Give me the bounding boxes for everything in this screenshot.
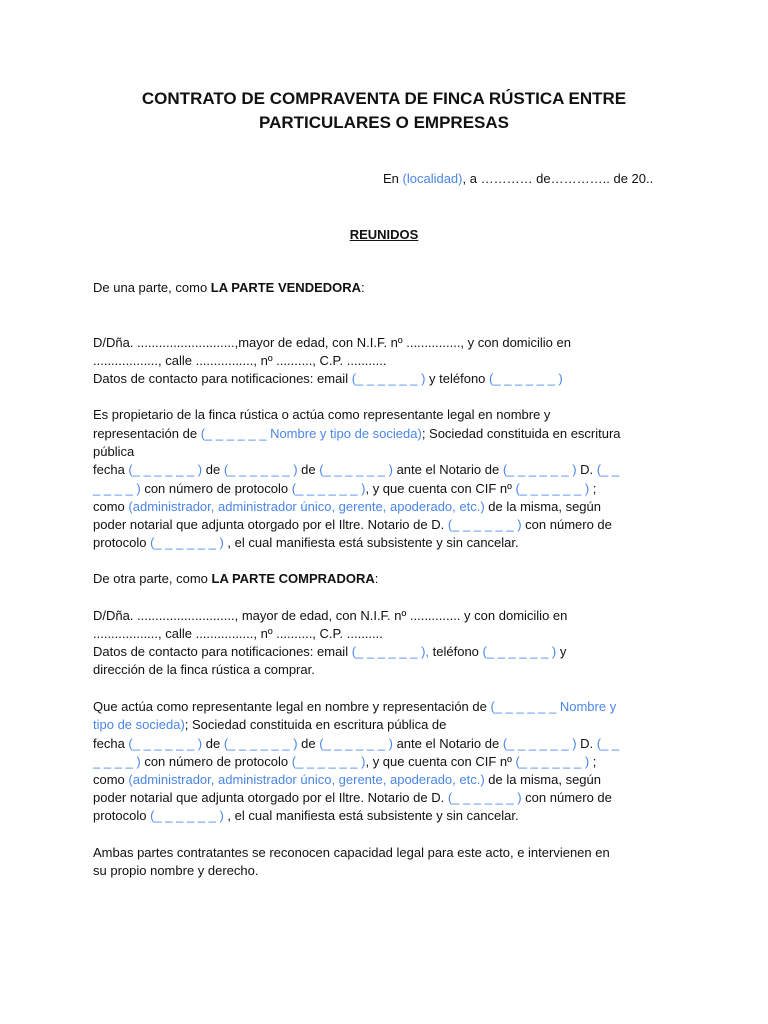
placeholder: (_ _ _ _ _ _ ) — [502, 736, 577, 751]
compradora-contact-label: Datos de contacto para notificaciones: email — [93, 644, 352, 659]
compradora-para-line-4 — [93, 753, 596, 771]
placeholder: (_ _ _ _ _ _ ) — [515, 754, 590, 769]
vendedora-label: LA PARTE VENDEDORA — [210, 280, 362, 295]
compradora-line-2: .................., calle ................, nº .........., C.P. .......... — [93, 626, 383, 641]
placeholder: (_ _ _ _ _ _ ) — [447, 790, 522, 805]
placeholder: (_ _ — [596, 736, 620, 751]
vendedora-para-line-6 — [93, 498, 601, 516]
text-span: ante el Notario de — [392, 736, 503, 751]
dateline-rest: , a ………… de………….. de 20.. — [462, 171, 654, 186]
vendedora-para-line-3: pública — [93, 444, 135, 459]
closing-line-2: su propio nombre y derecho. — [93, 863, 259, 878]
text-span: y — [556, 644, 567, 659]
vendedora-para-line-2 — [93, 425, 621, 443]
document-title — [0, 87, 768, 135]
company-name-placeholder-cont: tipo de socieda) — [93, 717, 185, 732]
text-span: con número de — [521, 790, 612, 805]
vendedora-phone-placeholder: (_ _ _ _ _ _ ) — [489, 371, 563, 386]
placeholder: (_ _ _ _ _ _ ) — [150, 535, 224, 550]
compradora-intro — [93, 570, 378, 588]
text-span: de la misma, según — [484, 772, 601, 787]
placeholder: (_ _ _ _ _ _ ) — [128, 736, 203, 751]
placeholder: (_ _ _ _ _ _ ) — [223, 462, 298, 477]
compradora-label: LA PARTE COMPRADORA — [211, 571, 375, 586]
text-span: ; — [589, 481, 597, 496]
text-span: con número de — [521, 517, 612, 532]
compradora-intro-colon: : — [374, 571, 379, 586]
title-line-1: CONTRATO DE COMPRAVENTA DE FINCA RÚSTICA ENTRE — [141, 89, 627, 108]
text-span: , el cual manifiesta está subsistente y sin cancelar. — [223, 535, 519, 550]
placeholder: (_ _ _ _ _ _ ) — [150, 808, 224, 823]
placeholder: (_ _ _ _ _ _ ) — [515, 481, 590, 496]
text-span: ; — [589, 754, 597, 769]
vendedora-para-line-5 — [93, 480, 596, 498]
text-span: fecha — [93, 736, 129, 751]
text-span: ante el Notario de — [392, 462, 503, 477]
placeholder: _ _ _ _ ) — [93, 754, 141, 769]
closing-line-1: Ambas partes contratantes se reconocen capacidad legal para este acto, e intervienen en — [93, 845, 610, 860]
vendedora-intro-colon: : — [361, 280, 365, 295]
text-span: poder notarial que adjunta otorgado por el Iltre. Notario de D. — [93, 790, 448, 805]
vendedora-intro-text: De una parte, como — [93, 280, 211, 295]
text-span: D. — [576, 736, 597, 751]
vendedora-line-2: .................., calle ................, nº .........., C.P. ........... — [93, 353, 387, 368]
text-span: como — [93, 499, 129, 514]
compradora-line-1: D/Dña. ..........................., mayor de edad, con N.I.F. nº .............. y con domicilio en — [93, 608, 568, 623]
text-span: ; Sociedad constituida en escritura pública de — [184, 717, 447, 732]
vendedora-contact-y: y teléfono — [425, 371, 490, 386]
compradora-para-line-3 — [93, 735, 619, 753]
vendedora-contact-label: Datos de contacto para notificaciones: email — [93, 371, 352, 386]
text-span: de — [297, 462, 320, 477]
text-span: con número de protocolo — [140, 754, 292, 769]
compradora-contact — [93, 643, 566, 661]
compradora-intro-text: De otra parte, como — [93, 571, 212, 586]
text-span: con número de protocolo — [140, 481, 292, 496]
text-span: protocolo — [93, 535, 151, 550]
text-span: representación de — [93, 426, 201, 441]
date-line — [383, 171, 653, 187]
company-name-placeholder: (_ _ _ _ _ _ Nombre y — [490, 699, 617, 714]
compradora-para-line-2 — [93, 716, 446, 734]
compradora-para-line-6 — [93, 789, 612, 807]
text-span: D. — [576, 462, 597, 477]
text-span: , y que cuenta con CIF nº — [365, 754, 516, 769]
placeholder: (_ _ _ _ _ _ ) — [291, 481, 366, 496]
vendedora-para-line-7 — [93, 516, 612, 534]
compradora-para-line-1 — [93, 698, 616, 716]
compradora-phone-placeholder: (_ _ _ _ _ _ ) — [482, 644, 557, 659]
placeholder: (_ _ _ _ _ _ ) — [447, 517, 522, 532]
vendedora-intro — [93, 279, 365, 297]
vendedora-para-line-8 — [93, 534, 519, 552]
text-span: de — [202, 736, 224, 751]
placeholder: (_ _ _ _ _ _ ) — [223, 736, 298, 751]
company-name-placeholder: (_ _ _ _ _ _ Nombre y tipo de socieda) — [200, 426, 422, 441]
text-span: de — [297, 736, 320, 751]
placeholder: _ _ _ _ ) — [93, 481, 141, 496]
compradora-email-placeholder: (_ _ _ _ _ _ ), — [351, 644, 430, 659]
compradora-para-line-5 — [93, 771, 601, 789]
placeholder: (_ _ _ _ _ _ ) — [502, 462, 577, 477]
placeholder: (_ _ _ _ _ _ ) — [291, 754, 366, 769]
text-span: , y que cuenta con CIF nº — [365, 481, 516, 496]
dateline-en: En — [383, 171, 403, 186]
vendedora-para-line-4 — [93, 461, 619, 479]
placeholder: (_ _ _ _ _ _ ) — [319, 462, 393, 477]
text-span: como — [93, 772, 129, 787]
vendedora-contact — [93, 370, 563, 388]
placeholder: (_ _ _ _ _ _ ) — [128, 462, 203, 477]
text-span: , el cual manifiesta está subsistente y sin cancelar. — [223, 808, 519, 823]
localidad-placeholder: (localidad) — [402, 171, 463, 186]
text-span: poder notarial que adjunta otorgado por el Iltre. Notario de D. — [93, 517, 448, 532]
text-span: ; Sociedad constituida en escritura — [421, 426, 621, 441]
text-span: fecha — [93, 462, 129, 477]
placeholder: (_ _ — [596, 462, 620, 477]
role-placeholder: (administrador, administrador único, gerente, apoderado, etc.) — [128, 499, 485, 514]
vendedora-email-placeholder: (_ _ _ _ _ _ ) — [351, 371, 426, 386]
vendedora-line-1: D/Dña. ...........................,mayor de edad, con N.I.F. nº ..............., y con domicilio en — [93, 335, 571, 350]
text-span: protocolo — [93, 808, 151, 823]
title-line-2: PARTICULARES O EMPRESAS — [259, 113, 509, 132]
role-placeholder: (administrador, administrador único, gerente, apoderado, etc.) — [128, 772, 485, 787]
text-span: de — [202, 462, 224, 477]
text-span: de la misma, según — [484, 499, 601, 514]
placeholder: (_ _ _ _ _ _ ) — [319, 736, 393, 751]
section-heading-reunidos: REUNIDOS — [349, 227, 419, 242]
text-span: Que actúa como representante legal en nombre y representación de — [93, 699, 491, 714]
compradora-para-line-7 — [93, 807, 519, 825]
compradora-line-4: dirección de la finca rústica a comprar. — [93, 662, 315, 677]
vendedora-para-line-1: Es propietario de la finca rústica o actúa como representante legal en nombre y — [93, 407, 551, 422]
compradora-contact-telefono: teléfono — [429, 644, 483, 659]
